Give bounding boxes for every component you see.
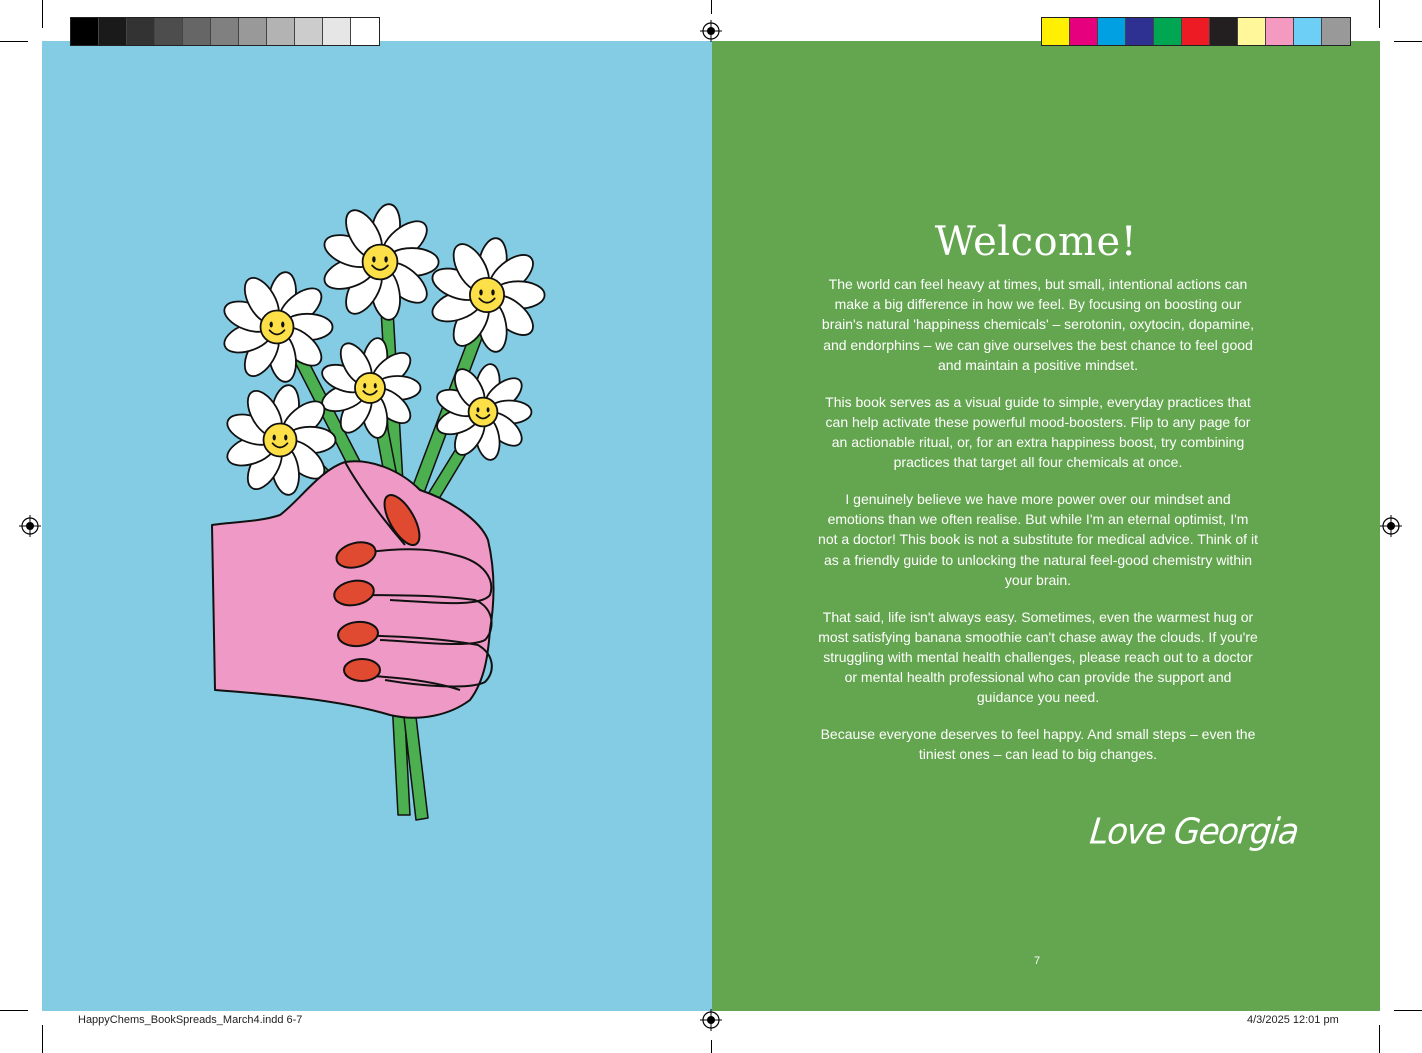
color-swatch <box>183 18 211 45</box>
color-swatch <box>1126 18 1154 45</box>
paragraph: I genuinely believe we have more power over our mindset and emotions than we often realise. But while I'm an eternal optimist, I'm not a doctor! This book is not a substitute for medical advice. Think of it as a friendly guide to unlocking the natural feel-good chemistry within your brain. <box>818 491 1258 588</box>
color-swatch <box>1266 18 1294 45</box>
paragraph: The world can feel heavy at times, but small, intentional actions can make a big difference in how we feel. By focusing on boosting our brain's natural 'happiness chemicals' – serotonin, oxytocin, dopamine, and endorphins – we can give ourselves the best chance to feel good and maintain a positive mindset. <box>821 276 1255 373</box>
color-swatch <box>155 18 183 45</box>
paragraph: Because everyone deserves to feel happy. And small steps – even the tiniest ones – can lead to big changes. <box>820 726 1256 763</box>
registration-mark-icon <box>1380 515 1402 537</box>
daisy-flower <box>428 236 544 354</box>
page-number: 7 <box>1033 955 1041 967</box>
color-swatch <box>351 18 379 45</box>
eye <box>372 256 375 262</box>
process-color-bar <box>1041 17 1351 46</box>
color-swatch <box>1154 18 1182 45</box>
paragraph: This book serves as a visual guide to simple, everyday practices that can help activate these powerful mood-boosters. Flip to any page for an actionable ritual, or, for an extra happiness boost, try combining practices that target all four chemicals at once. <box>825 393 1251 471</box>
smiley-face-icon <box>470 278 504 312</box>
color-swatch <box>1294 18 1322 45</box>
color-swatch <box>267 18 295 45</box>
color-swatch <box>1210 18 1238 45</box>
color-swatch <box>295 18 323 45</box>
eye <box>284 435 287 441</box>
eye <box>477 407 480 412</box>
registration-mark-icon <box>700 20 722 42</box>
color-swatch <box>323 18 351 45</box>
smiley-face-icon <box>469 398 498 427</box>
eye <box>384 256 387 262</box>
eye <box>363 383 366 388</box>
color-swatch <box>1322 18 1350 45</box>
smiley-face-icon <box>261 311 294 344</box>
color-swatch <box>1042 18 1070 45</box>
smiley-face-icon <box>264 424 297 457</box>
welcome-body-text <box>818 274 1258 781</box>
fingernail <box>344 659 380 681</box>
slug-filename: HappyChems_BookSpreads_March4.indd 6-7 <box>78 1014 303 1026</box>
color-swatch <box>127 18 155 45</box>
eye <box>273 435 276 441</box>
smiley-face-icon <box>363 245 398 280</box>
color-swatch <box>211 18 239 45</box>
paragraph: That said, life isn't always easy. Sometimes, even the warmest hug or most satisfying banana smoothie can't chase away the clouds. If you're struggling with mental health challenges, please reach out to a doctor or mental health professional who can provide the support and guidance you need. <box>818 608 1258 706</box>
color-swatch <box>99 18 127 45</box>
author-signature: Love Georgia <box>1087 811 1300 853</box>
smiley-face-icon <box>355 373 385 403</box>
daisy-flower <box>220 270 332 384</box>
slug-timestamp: 4/3/2025 12:01 pm <box>1247 1014 1339 1026</box>
color-swatch <box>239 18 267 45</box>
color-swatch <box>1070 18 1098 45</box>
color-swatch <box>71 18 99 45</box>
eye <box>487 407 490 412</box>
color-swatch <box>1238 18 1266 45</box>
daisy-flower <box>320 202 438 322</box>
eye <box>281 322 284 328</box>
registration-mark-icon <box>700 1009 722 1031</box>
bouquet-illustration <box>210 200 550 825</box>
daisy-flower <box>434 362 532 461</box>
registration-mark-icon <box>19 515 41 537</box>
eye <box>479 289 482 295</box>
eye <box>374 383 377 388</box>
color-swatch <box>1182 18 1210 45</box>
eye <box>270 322 273 328</box>
grayscale-color-bar <box>70 17 380 46</box>
eye <box>491 289 494 295</box>
color-swatch <box>1098 18 1126 45</box>
page-title: Welcome! <box>934 218 1138 265</box>
